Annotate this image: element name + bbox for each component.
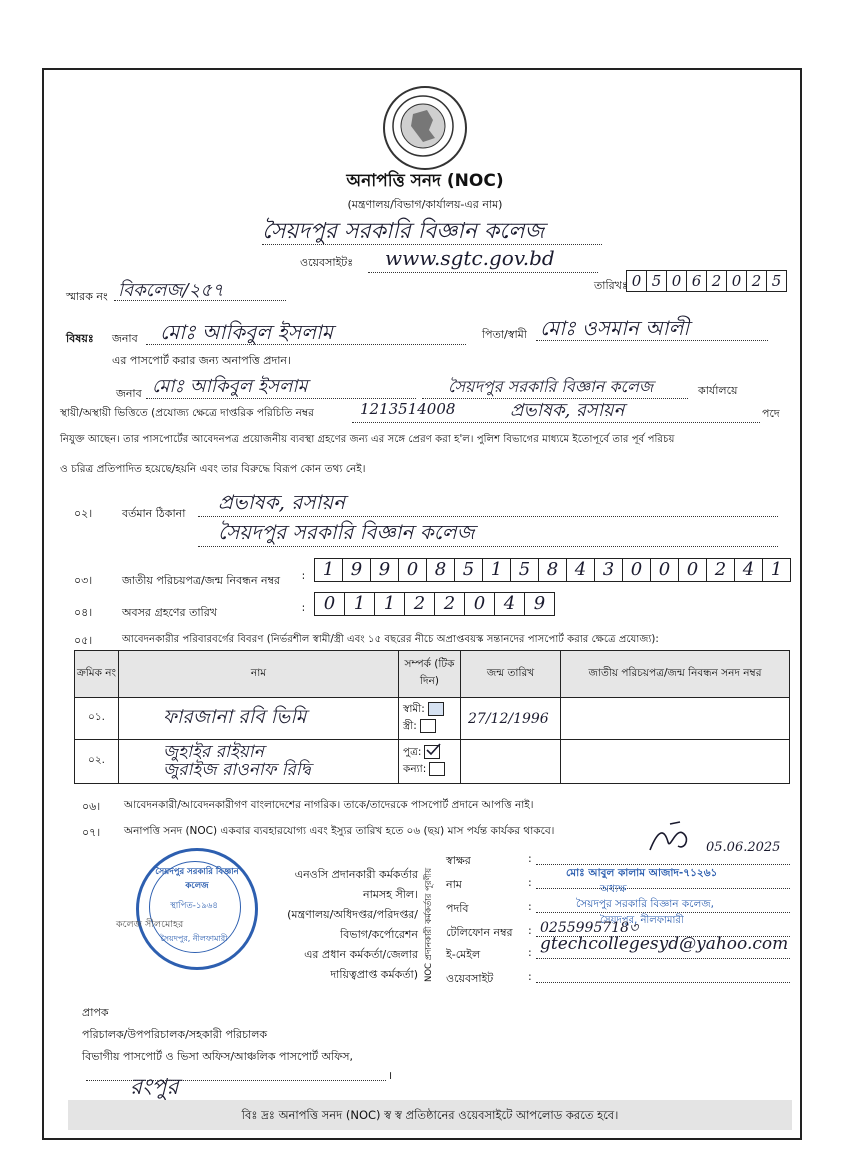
body-line4: ও চরিত্র প্রতিপাদিত হয়েছে/হয়নি এবং তার বিরুদ্ধে বিরূপ কোন তথ্য নেই। bbox=[60, 463, 366, 475]
body-office-value: সৈয়দপুর সরকারি বিজ্ঞান কলেজ bbox=[448, 377, 654, 396]
relation-husband-checkbox[interactable] bbox=[428, 702, 444, 716]
memo-label: স্মারক নং bbox=[66, 290, 108, 303]
officer-block-line3: (মন্ত্রণালয়/অধিদপ্তর/পরিদপ্তর/ bbox=[287, 908, 418, 921]
item-03-number: ০৩। bbox=[74, 574, 93, 587]
row-dob bbox=[461, 740, 561, 784]
body-line3: নিযুক্ত আছেন। তার পাসপোর্টের আবেদনপত্র প্রয়োজনীয় ব্যবস্থা গ্রহণের জন্য এর সঙ্গে প্রেরণ করা হ'ল। পুলিশ বিভাগের মাধ্যমে ইতোপূর্বে তার পূর্ব পরিচয় bbox=[60, 434, 675, 445]
footer-note: বিঃ দ্রঃ অনাপত্তি সনদ (NOC) স্ব স্ব প্রতিষ্ঠানের ওয়েবসাইটে আপলোড করতে হবে। bbox=[68, 1100, 792, 1130]
field-name-label: নাম bbox=[446, 878, 462, 891]
nid-digit: 3 bbox=[595, 558, 623, 582]
date-digit: 0 bbox=[727, 270, 747, 292]
nid-digit: 5 bbox=[511, 558, 539, 582]
nid-digit: 0 bbox=[399, 558, 427, 582]
date-digit: 6 bbox=[687, 270, 707, 292]
retire-digit: 1 bbox=[375, 592, 405, 616]
recipient-label: প্রাপক bbox=[82, 1006, 109, 1019]
stamp-office: সৈয়দপুর সরকারি বিজ্ঞান কলেজ, bbox=[576, 898, 715, 910]
father-value: মোঃ ওসমান আলী bbox=[540, 316, 690, 340]
office-name: সৈয়দপুর সরকারি বিজ্ঞান কলেজ bbox=[262, 219, 545, 244]
colon-web: : bbox=[528, 970, 532, 983]
stamp-name: মোঃ আবুল কালাম আজাদ-৭১২৬১ bbox=[566, 867, 718, 879]
recipient-line2: বিভাগীয় পাসপোর্ট ও ভিসা অফিস/আঞ্চলিক পাসপোর্ট অফিস, bbox=[82, 1050, 353, 1063]
website-label: ওয়েবসাইটঃ bbox=[300, 256, 354, 269]
item-06-number: ০৬। bbox=[82, 800, 101, 813]
nid-digit: 1 bbox=[483, 558, 511, 582]
seal-inner-label: কলেজ সীলমোহর bbox=[116, 919, 184, 930]
date-digit: 2 bbox=[707, 270, 727, 292]
relation-wife-checkbox[interactable] bbox=[420, 719, 436, 733]
nid-digit: 8 bbox=[539, 558, 567, 582]
government-emblem bbox=[383, 86, 467, 170]
row-serial: ০১. bbox=[75, 698, 119, 740]
nid-digit: 5 bbox=[455, 558, 483, 582]
officer-block-line2: নামসহ সীল। bbox=[363, 888, 418, 901]
nid-digit: 8 bbox=[427, 558, 455, 582]
item-04-number: ০৪। bbox=[74, 606, 93, 619]
field-web-label: ওয়েবসাইট bbox=[446, 972, 494, 985]
nid-digit: 0 bbox=[679, 558, 707, 582]
citizen-text: আবেদনকারী/আবেদনকারীগণ বাংলাদেশের নাগরিক। তাকে/তাদেরকে পাসপোর্ট প্রদানে আপত্তি নাই। bbox=[124, 799, 534, 811]
memo-value: বিকলেজ/২৫৭ bbox=[118, 280, 224, 301]
nid-digit: 2 bbox=[707, 558, 735, 582]
subject-label: বিষয়ঃ bbox=[66, 332, 94, 345]
field-title-label: পদবি bbox=[446, 902, 469, 915]
office-suffix: কার্যালয়ে bbox=[698, 384, 738, 397]
nid-digit: 1 bbox=[763, 558, 791, 582]
nid-label: জাতীয় পরিচয়পত্র/জন্ম নিবন্ধন নম্বর bbox=[122, 574, 281, 587]
designation-value: প্রভাষক, রসায়ন bbox=[510, 400, 625, 421]
validity-text: অনাপত্তি সনদ (NOC) একবার ব্যবহারযোগ্য এবং ইস্যুর তারিখ হতে ০৬ (ছয়) মাস পর্যন্ত কার্যকর থাকবে। bbox=[124, 825, 555, 837]
recipient-line1: পরিচালক/উপপরিচালক/সহকারী পরিচালক bbox=[82, 1028, 268, 1041]
row-serial: ০২. bbox=[75, 740, 119, 784]
subject-line2: এর পাসপোর্ট করার জন্য অনাপত্তি প্রদান। bbox=[112, 354, 291, 367]
official-id-value: 1213514008 bbox=[360, 400, 456, 418]
stamp-place: সৈয়দপুর, নীলফামারী bbox=[600, 915, 684, 926]
field-sign-label: স্বাক্ষর bbox=[446, 854, 471, 867]
officer-vertical-label: NOC প্রদানকারী কর্মকর্তার পূরণীয় bbox=[424, 867, 434, 982]
nid-digit-boxes bbox=[314, 558, 791, 582]
header-name: নাম bbox=[119, 651, 399, 698]
row-dob: 27/12/1996 bbox=[468, 710, 549, 727]
email-value: gtechcollegesyd@yahoo.com bbox=[540, 934, 789, 954]
college-seal bbox=[136, 848, 258, 970]
officer-block-line5: এর প্রধান কর্মকর্তা/জেলার bbox=[304, 948, 418, 961]
document-title: অনাপত্তি সনদ (NOC) bbox=[346, 171, 504, 191]
row-name-second: জুরাইজ রাওনাফ রিদ্বি bbox=[163, 759, 311, 780]
colon-name: : bbox=[528, 876, 532, 889]
nid-digit: 0 bbox=[651, 558, 679, 582]
post-suffix: পদে bbox=[762, 407, 780, 420]
recipient-end-mark: । bbox=[388, 1069, 393, 1082]
family-label: আবেদনকারীর পরিবারবর্গের বিবরণ (নির্ভরশীল স্বামী/স্ত্রী এবং ১৫ বছরের নীচে অপ্রাপ্তবয়স্ক সন্তানদের পাসপোর্ট করার ক্ষেত্রে প্রযোজ্য): bbox=[122, 634, 659, 645]
colon-sign: : bbox=[528, 852, 532, 865]
officer-block-line6: দায়িত্বপ্রাপ্ত কর্মকর্তা) bbox=[330, 968, 418, 981]
officer-block-line4: বিভাগ/কর্পোরেশন bbox=[340, 928, 418, 941]
stamp-title: অধ্যক্ষ bbox=[600, 883, 627, 895]
body-name-value: মোঃ আকিবুল ইসলাম bbox=[152, 376, 308, 397]
address-label: বর্তমান ঠিকানা bbox=[122, 507, 186, 520]
date-digit: 2 bbox=[747, 270, 767, 292]
family-table bbox=[74, 650, 790, 784]
signature-date: 05.06.2025 bbox=[706, 840, 781, 855]
field-phone-label: টেলিফোন নম্বর bbox=[446, 926, 513, 939]
table-row bbox=[75, 698, 790, 740]
address-line2: সৈয়দপুর সরকারি বিজ্ঞান কলেজ bbox=[218, 520, 475, 544]
address-line1: প্রভাষক, রসায়ন bbox=[218, 490, 346, 514]
retire-digit: 2 bbox=[405, 592, 435, 616]
retire-digit: 0 bbox=[465, 592, 495, 616]
nid-digit: 4 bbox=[567, 558, 595, 582]
row-name: ফারজানা রবি ভিমি bbox=[163, 705, 307, 728]
officer-block-line1: এনওসি প্রদানকারী কর্মকর্তার bbox=[294, 868, 418, 881]
website-value: www.sgtc.gov.bd bbox=[385, 246, 555, 270]
header-nid: জাতীয় পরিচয়পত্র/জন্ম নিবন্ধন সনদ নম্বর bbox=[561, 651, 790, 698]
date-label: তারিখঃ bbox=[594, 279, 628, 292]
nid-digit: 4 bbox=[735, 558, 763, 582]
relation-wife-label: স্ত্রী: bbox=[403, 719, 417, 732]
date-digit-boxes bbox=[626, 270, 787, 292]
relation-daughter-checkbox[interactable] bbox=[429, 762, 445, 776]
phone-value: 0255995718৩ bbox=[540, 920, 639, 936]
date-digit: 0 bbox=[667, 270, 687, 292]
item-07-number: ০৭। bbox=[82, 826, 101, 839]
nid-digit: 9 bbox=[371, 558, 399, 582]
recipient-city: রংপুর bbox=[130, 1075, 179, 1100]
nid-digit: 1 bbox=[314, 558, 343, 582]
subject-mr-label: জনাব bbox=[112, 332, 138, 345]
subject-name-value: মোঃ আকিবুল ইসলাম bbox=[160, 320, 333, 344]
retire-digit: 0 bbox=[314, 592, 345, 616]
body-mr-label: জনাব bbox=[116, 387, 142, 400]
date-digit: 5 bbox=[647, 270, 667, 292]
nid-colon: ∶ bbox=[302, 570, 305, 583]
relation-son-label: পুত্র: bbox=[403, 745, 422, 758]
colon-email: : bbox=[528, 946, 532, 959]
retire-label: অবসর গ্রহণের তারিখ bbox=[122, 606, 217, 619]
nid-digit: 0 bbox=[623, 558, 651, 582]
seal-year: স্থাপিত-১৯৬৪ bbox=[170, 901, 218, 911]
date-digit: 5 bbox=[767, 270, 787, 292]
relation-husband-label: স্বামী: bbox=[403, 702, 425, 715]
nid-digit: 9 bbox=[343, 558, 371, 582]
field-email-label: ই-মেইল bbox=[446, 948, 481, 961]
item-05-number: ০৫। bbox=[74, 634, 93, 647]
header-relation: সম্পর্ক (টিক দিন) bbox=[399, 651, 461, 698]
body-line2-prefix: স্থায়ী/অস্থায়ী ভিত্তিতে (প্রযোজ্য ক্ষেত্রে দাপ্তরিক পরিচিতি নম্বর bbox=[60, 407, 314, 419]
retire-colon: ∶ bbox=[302, 602, 305, 615]
seal-place: সৈয়দপুর, নীলফামারী bbox=[160, 934, 228, 943]
colon-phone: : bbox=[528, 924, 532, 937]
relation-son-checkbox[interactable] bbox=[424, 745, 440, 759]
retire-digit: 1 bbox=[345, 592, 375, 616]
table-row bbox=[75, 740, 790, 784]
document-subtitle: (মন্ত্রণালয়/বিভাগ/কার্যালয়-এর নাম) bbox=[347, 198, 503, 211]
date-digit: 0 bbox=[626, 270, 647, 292]
row-nid bbox=[561, 740, 790, 784]
retire-digit-boxes bbox=[314, 592, 555, 616]
header-serial: ক্রমিক নং bbox=[75, 651, 119, 698]
header-dob: জন্ম তারিখ bbox=[461, 651, 561, 698]
row-nid bbox=[561, 698, 790, 740]
father-label: পিতা/স্বামী bbox=[482, 328, 527, 341]
retire-digit: 2 bbox=[435, 592, 465, 616]
relation-daughter-label: কন্যা: bbox=[403, 762, 427, 775]
retire-digit: 9 bbox=[525, 592, 555, 616]
seal-text: সৈয়দপুর সরকারি বিজ্ঞান কলেজ bbox=[155, 867, 239, 891]
row-name: জুহাইর রাইয়ান bbox=[163, 741, 264, 762]
item-02-number: ০২। bbox=[74, 507, 93, 520]
retire-digit: 4 bbox=[495, 592, 525, 616]
colon-title: : bbox=[528, 900, 532, 913]
